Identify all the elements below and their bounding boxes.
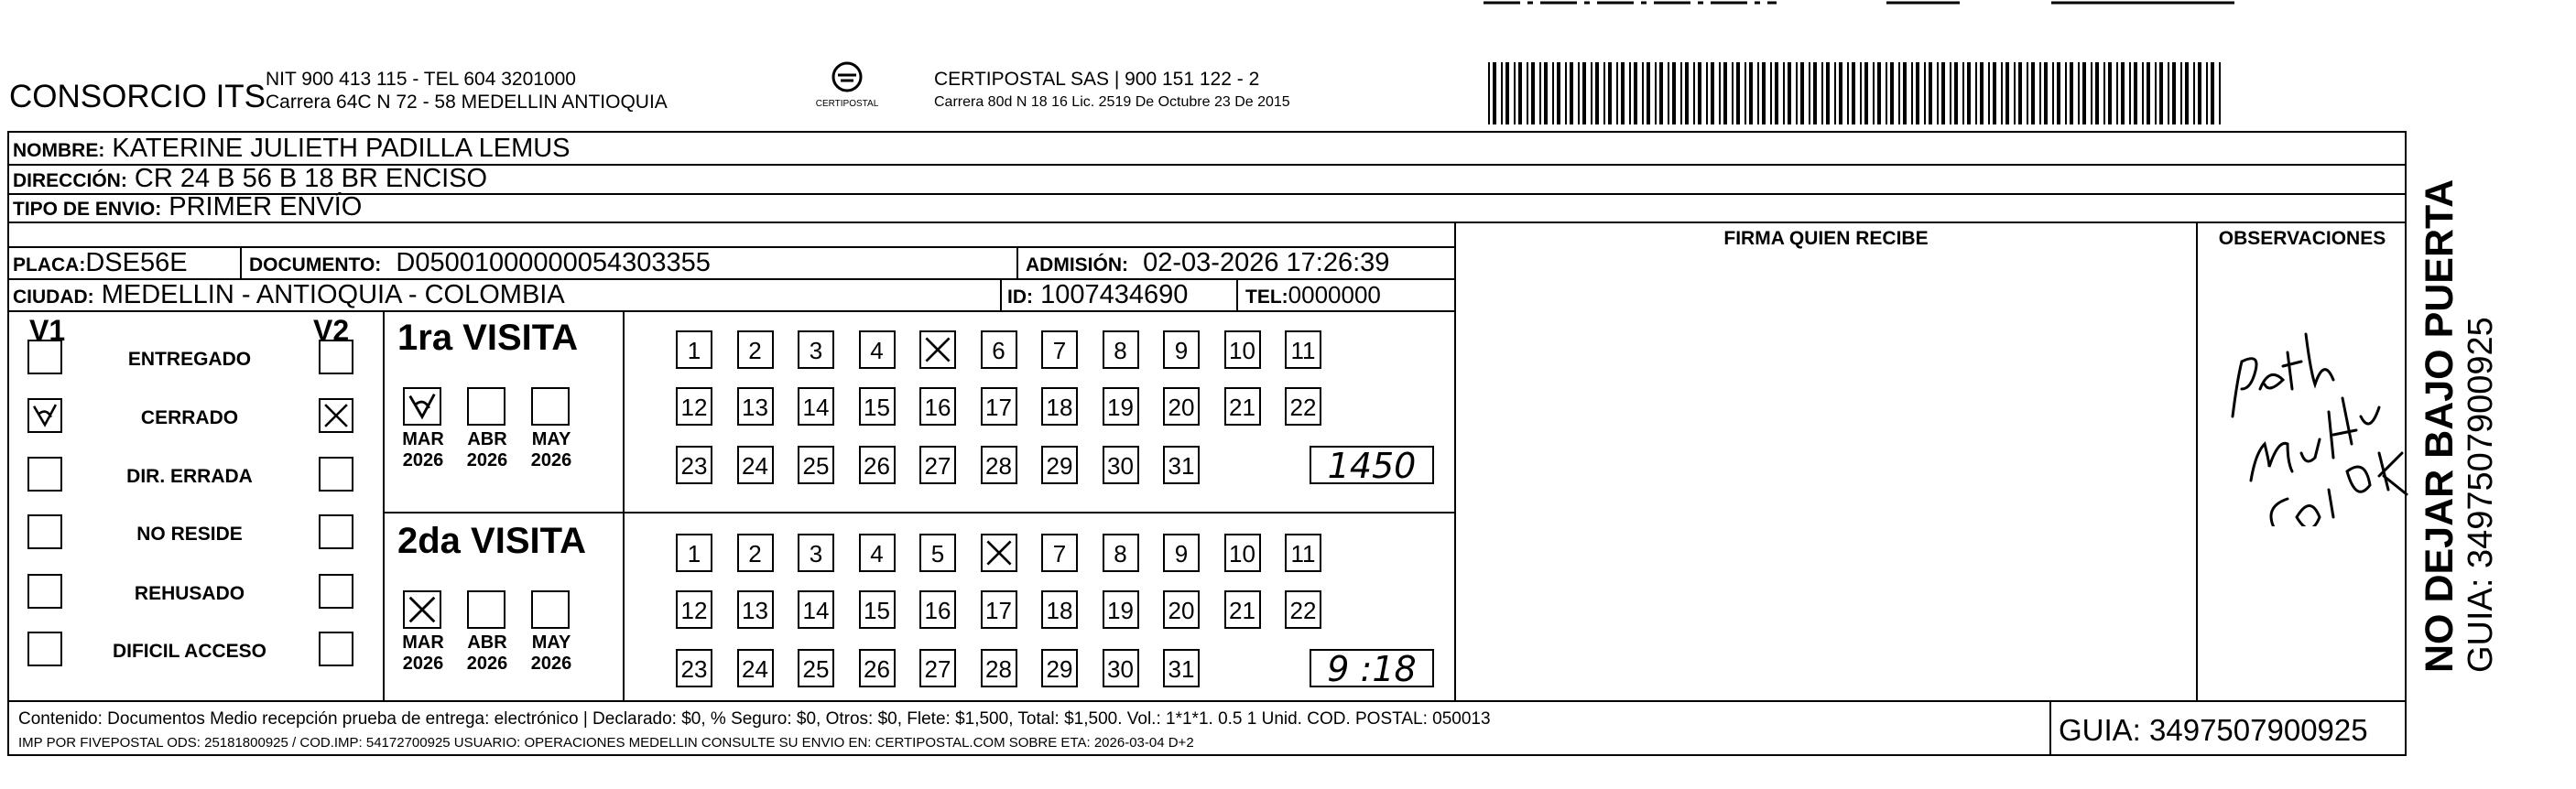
day-box-18[interactable]: 18 (1041, 590, 1078, 629)
barcode-bar (1937, 62, 1939, 124)
barcode-bar (1514, 62, 1516, 124)
courier-line2: Carrera 80d N 18 16 Lic. 2519 De Octubre 23 De 2015 (934, 94, 1290, 110)
day-box-10[interactable]: 10 (1224, 330, 1261, 369)
barcode-bar (1647, 62, 1650, 124)
day-box-2[interactable]: 2 (737, 534, 774, 572)
barcode-bar (2129, 62, 2131, 124)
barcode-bar (2116, 62, 2118, 124)
day-box-22[interactable]: 22 (1285, 590, 1321, 629)
day-box-2[interactable]: 2 (737, 330, 774, 369)
recipient-name: KATERINE JULIETH PADILLA LEMUS (112, 134, 571, 163)
admision-label: ADMISIÓN: (1026, 254, 1128, 276)
barcode-bar (1655, 62, 1657, 124)
barcode-bar (1877, 62, 1881, 124)
day-box-20[interactable]: 20 (1163, 590, 1200, 629)
barcode-bar (1847, 62, 1849, 124)
day-box-18[interactable]: 18 (1041, 387, 1078, 426)
barcode-bar (1950, 62, 1951, 124)
status-label: CERRADO (140, 407, 239, 428)
visit-title: 2da VISITA (397, 521, 586, 561)
side-warning: NO DEJAR BAJO PUERTA (2418, 178, 2462, 673)
barcode-bar (1642, 62, 1644, 124)
day-box-19[interactable]: 19 (1103, 387, 1139, 426)
barcode-bar (2155, 62, 2157, 124)
direccion-label: DIRECCIÓN: (13, 170, 127, 191)
barcode-bar (1762, 62, 1766, 124)
day-box-30[interactable]: 30 (1103, 649, 1139, 687)
day-box-1[interactable]: 1 (676, 330, 712, 369)
barcode-bar (1621, 62, 1625, 124)
barcode-bar (1719, 62, 1721, 124)
status-label: DIR. ERRADA (126, 466, 253, 487)
barcode-bar (1898, 62, 1900, 124)
barcode-bar (2070, 62, 2073, 124)
v1-checkbox-4[interactable] (27, 574, 62, 609)
day-box-11[interactable]: 11 (1285, 330, 1321, 369)
barcode-bar (2142, 62, 2144, 124)
barcode-bar (2031, 62, 2035, 124)
barcode-bar (1659, 62, 1663, 124)
shipment-type: PRIMER ENVÍO (168, 192, 363, 222)
barcode-bar (1813, 62, 1817, 124)
barcode-bar (1745, 62, 1746, 124)
day-box-19[interactable]: 19 (1103, 590, 1139, 629)
sender-nit-tel: NIT 900 413 115 - TEL 604 3201000 (266, 69, 576, 90)
day-box-3[interactable]: 3 (798, 534, 834, 572)
scan-edge-marks (1484, 0, 2234, 11)
certipostal-logo-icon (806, 60, 888, 115)
barcode (1488, 62, 2225, 124)
day-box-27[interactable]: 27 (919, 446, 956, 484)
courier-info (934, 68, 1290, 113)
month-label: MAR 2026 (402, 632, 444, 674)
status-label: REHUSADO (134, 583, 245, 604)
barcode-bar (1911, 62, 1913, 124)
barcode-bar (1975, 62, 1977, 124)
barcode-bar (1616, 62, 1618, 124)
day-box-11[interactable]: 11 (1285, 534, 1321, 572)
barcode-bar (1488, 62, 1490, 124)
month-label: ABR 2026 (466, 429, 508, 470)
day-box-16[interactable]: 16 (919, 590, 956, 629)
barcode-bar (1578, 62, 1580, 124)
barcode-bar (1929, 62, 1932, 124)
barcode-bar (1873, 62, 1875, 124)
day-box-24[interactable]: 24 (737, 446, 774, 484)
barcode-bar (2044, 62, 2048, 124)
barcode-bar (2219, 62, 2221, 124)
barcode-bar (1685, 62, 1689, 124)
v2-checkbox-2[interactable] (319, 457, 353, 492)
v1-checkbox-2[interactable] (27, 457, 62, 492)
barcode-bar (1770, 62, 1772, 124)
month-checkbox-abr[interactable] (467, 387, 505, 426)
recipient-id: 1007434690 (1040, 280, 1189, 309)
barcode-bar (1680, 62, 1682, 124)
day-box-31[interactable]: 31 (1163, 446, 1200, 484)
barcode-bar (2005, 62, 2009, 124)
id-label: ID: (1007, 286, 1033, 308)
day-box-26[interactable]: 26 (859, 446, 896, 484)
day-box-5[interactable]: 5 (919, 534, 956, 572)
v1-checkbox-5[interactable] (27, 632, 62, 666)
signature-column-header: FIRMA QUIEN RECIBE (1723, 228, 1929, 249)
visit-title: 1ra VISITA (397, 318, 579, 358)
barcode-bar (1595, 62, 1599, 124)
barcode-bar (1501, 62, 1503, 124)
barcode-bar (1552, 62, 1554, 124)
delivery-form (7, 131, 2407, 756)
barcode-bar (1539, 62, 1541, 124)
day-box-5[interactable] (919, 330, 956, 369)
day-box-12[interactable]: 12 (676, 387, 712, 426)
barcode-bar (1821, 62, 1823, 124)
side-label (2418, 179, 2500, 673)
barcode-bar (2147, 62, 2150, 124)
v2-checkbox-5[interactable] (319, 632, 353, 666)
admission-date: 02-03-2026 17:26:39 (1143, 248, 1390, 277)
barcode-bar (1693, 62, 1695, 124)
barcode-bar (1706, 62, 1708, 124)
day-box-4[interactable]: 4 (859, 330, 896, 369)
v1-checkbox-3[interactable] (27, 514, 62, 549)
barcode-bar (1629, 62, 1631, 124)
barcode-bar (1723, 62, 1727, 124)
barcode-bar (2078, 62, 2080, 124)
day-box-7[interactable]: 7 (1041, 534, 1078, 572)
barcode-bar (2095, 62, 2099, 124)
barcode-bar (2027, 62, 2028, 124)
barcode-bar (1941, 62, 1945, 124)
barcode-bar (2172, 62, 2176, 124)
barcode-bar (2082, 62, 2086, 124)
barcode-bar (1967, 62, 1971, 124)
barcode-bar (1672, 62, 1676, 124)
document-number: D05001000000054303355 (396, 248, 711, 277)
sender-info (266, 68, 668, 113)
day-box-29[interactable]: 29 (1041, 649, 1078, 687)
month-label: MAY 2026 (530, 429, 572, 470)
footer-contents: Contenido: Documentos Medio recepción prueba de entrega: electrónico | Declarado: $0, % Seguro: $0, Otros: $0, Flete: $1,500, Total: $1,500. Vol.: 1*1*1. 0.5 1 Unid. COD. POSTAL: 050013 (18, 709, 1491, 729)
day-box-9[interactable]: 9 (1163, 534, 1200, 572)
day-box-26[interactable]: 26 (859, 649, 896, 687)
status-label: DIFICIL ACCESO (112, 641, 266, 662)
barcode-bar (1834, 62, 1836, 124)
barcode-bar (1980, 62, 1984, 124)
day-box-10[interactable]: 10 (1224, 534, 1261, 572)
day-box-8[interactable]: 8 (1103, 330, 1139, 369)
barcode-bar (1783, 62, 1785, 124)
barcode-bar (1903, 62, 1907, 124)
barcode-bar (1565, 62, 1567, 124)
day-box-30[interactable]: 30 (1103, 446, 1139, 484)
barcode-bar (1493, 62, 1496, 124)
barcode-bar (1634, 62, 1637, 124)
barcode-bar (1732, 62, 1734, 124)
day-box-7[interactable]: 7 (1041, 330, 1078, 369)
day-box-17[interactable]: 17 (981, 387, 1017, 426)
barcode-bar (2091, 62, 2092, 124)
day-box-14[interactable]: 14 (798, 590, 834, 629)
barcode-bar (2180, 62, 2182, 124)
month-label: ABR 2026 (466, 632, 508, 674)
visit-time: 9 :18 (1310, 649, 1434, 687)
barcode-bar (2185, 62, 2189, 124)
day-box-17[interactable]: 17 (981, 590, 1017, 629)
barcode-bar (2001, 62, 2003, 124)
day-box-12[interactable]: 12 (676, 590, 712, 629)
barcode-bar (2198, 62, 2201, 124)
barcode-bar (2014, 62, 2016, 124)
day-box-13[interactable]: 13 (737, 387, 774, 426)
logo-text: CERTIPOSTAL (815, 99, 879, 109)
month-checkbox-may[interactable] (531, 387, 570, 426)
day-box-15[interactable]: 15 (859, 590, 896, 629)
plate: DSE56E (85, 248, 188, 277)
month-checkbox-may[interactable] (531, 590, 570, 629)
day-box-8[interactable]: 8 (1103, 534, 1139, 572)
footer-print-info: IMP POR FIVEPOSTAL ODS: 25181800925 / COD.IMP: 54172700925 USUARIO: OPERACIONES MEDELLIN CONSULTE SU ENVIO EN: CERTIPOSTAL.COM SOBRE ETA: 2026-03-04 D+2 (18, 735, 1194, 751)
v1-checkbox-0[interactable] (27, 340, 62, 374)
day-box-27[interactable]: 27 (919, 649, 956, 687)
day-box-23[interactable]: 23 (676, 446, 712, 484)
day-box-4[interactable]: 4 (859, 534, 896, 572)
phone: 0000000 (1288, 281, 1381, 308)
barcode-bar (2039, 62, 2041, 124)
barcode-bar (2065, 62, 2067, 124)
tipo-envio-label: TIPO DE ENVIO: (13, 199, 162, 220)
barcode-bar (1698, 62, 1701, 124)
barcode-bar (1826, 62, 1830, 124)
nombre-label: NOMBRE: (13, 140, 105, 161)
barcode-bar (2108, 62, 2112, 124)
day-box-16[interactable]: 16 (919, 387, 956, 426)
barcode-bar (1809, 62, 1810, 124)
barcode-bar (1608, 62, 1612, 124)
barcode-bar (1860, 62, 1862, 124)
day-box-25[interactable]: 25 (798, 649, 834, 687)
status-label: NO RESIDE (136, 524, 243, 545)
barcode-bar (1954, 62, 1958, 124)
barcode-bar (1736, 62, 1740, 124)
barcode-bar (2052, 62, 2054, 124)
barcode-bar (1890, 62, 1894, 124)
barcode-bar (1916, 62, 1919, 124)
barcode-bar (1962, 62, 1964, 124)
day-box-21[interactable]: 21 (1224, 387, 1261, 426)
barcode-bar (1749, 62, 1753, 124)
handwritten-observation (2196, 252, 2416, 526)
barcode-bar (1570, 62, 1573, 124)
barcode-bar (1800, 62, 1804, 124)
barcode-bar (1544, 62, 1548, 124)
barcode-bar (1852, 62, 1855, 124)
barcode-bar (1993, 62, 1996, 124)
day-box-21[interactable]: 21 (1224, 590, 1261, 629)
day-box-3[interactable]: 3 (798, 330, 834, 369)
day-box-31[interactable]: 31 (1163, 649, 1200, 687)
footer-guia: GUIA: 3497507900925 (2059, 713, 2368, 747)
recipient-address: CR 24 B 56 B 18 BR ENCISO (134, 164, 488, 193)
barcode-bar (1711, 62, 1714, 124)
barcode-bar (1668, 62, 1669, 124)
barcode-bar (2103, 62, 2105, 124)
tel-label: TEL: (1245, 286, 1288, 308)
barcode-bar (2211, 62, 2214, 124)
barcode-bar (2206, 62, 2208, 124)
barcode-bar (1518, 62, 1522, 124)
day-box-28[interactable]: 28 (981, 446, 1017, 484)
barcode-bar (1775, 62, 1778, 124)
barcode-bar (1757, 62, 1759, 124)
day-box-20[interactable]: 20 (1163, 387, 1200, 426)
barcode-bar (2159, 62, 2163, 124)
day-box-6[interactable] (981, 534, 1017, 572)
day-box-28[interactable]: 28 (981, 649, 1017, 687)
day-box-22[interactable]: 22 (1285, 387, 1321, 426)
v1-checkbox-1[interactable] (27, 398, 62, 433)
day-box-25[interactable]: 25 (798, 446, 834, 484)
v2-checkbox-3[interactable] (319, 514, 353, 549)
month-checkbox-mar[interactable] (403, 590, 441, 629)
barcode-bar (1864, 62, 1868, 124)
day-box-1[interactable]: 1 (676, 534, 712, 572)
day-box-14[interactable]: 14 (798, 387, 834, 426)
barcode-bar (1582, 62, 1586, 124)
barcode-bar (1505, 62, 1509, 124)
month-label: MAR 2026 (402, 429, 444, 470)
status-label: ENTREGADO (127, 349, 252, 370)
barcode-bar (2018, 62, 2022, 124)
barcode-bar (1839, 62, 1842, 124)
barcode-bar (2193, 62, 2195, 124)
barcode-bar (1591, 62, 1592, 124)
barcode-bar (2121, 62, 2125, 124)
barcode-bar (1557, 62, 1560, 124)
barcode-bar (1988, 62, 1990, 124)
day-box-15[interactable]: 15 (859, 387, 896, 426)
day-box-13[interactable]: 13 (737, 590, 774, 629)
sender-name: CONSORCIO ITS (9, 79, 266, 114)
barcode-bar (2134, 62, 2137, 124)
barcode-bar (1924, 62, 1926, 124)
observations-column-header: OBSERVACIONES (2218, 228, 2386, 249)
barcode-bar (2057, 62, 2060, 124)
day-box-29[interactable]: 29 (1041, 446, 1078, 484)
v1-header: V1 (29, 314, 66, 347)
v2-checkbox-0[interactable] (319, 340, 353, 374)
month-checkbox-abr[interactable] (467, 590, 505, 629)
ciudad-label: CIUDAD: (13, 286, 94, 308)
placa-label: PLACA: (13, 254, 86, 276)
barcode-bar (1796, 62, 1798, 124)
v2-checkbox-4[interactable] (319, 574, 353, 609)
v2-header: V2 (313, 314, 350, 347)
documento-label: DOCUMENTO: (249, 254, 382, 276)
city: MEDELLIN - ANTIOQUIA - COLOMBIA (101, 280, 565, 309)
day-box-23[interactable]: 23 (676, 649, 712, 687)
month-label: MAY 2026 (530, 632, 572, 674)
day-box-6[interactable]: 6 (981, 330, 1017, 369)
barcode-bar (1788, 62, 1791, 124)
visit-time: 1450 (1310, 446, 1434, 484)
day-box-9[interactable]: 9 (1163, 330, 1200, 369)
barcode-bar (2168, 62, 2169, 124)
month-checkbox-mar[interactable] (403, 387, 441, 426)
side-guia: GUIA: 3497507900925 (2462, 317, 2500, 673)
barcode-bar (1603, 62, 1605, 124)
sender-address: Carrera 64C N 72 - 58 MEDELLIN ANTIOQUIA (266, 92, 668, 113)
v2-checkbox-1[interactable] (319, 398, 353, 433)
courier-line1: CERTIPOSTAL SAS | 900 151 122 - 2 (934, 69, 1260, 90)
barcode-bar (1886, 62, 1887, 124)
day-box-24[interactable]: 24 (737, 649, 774, 687)
barcode-bar (1531, 62, 1535, 124)
barcode-bar (1527, 62, 1528, 124)
